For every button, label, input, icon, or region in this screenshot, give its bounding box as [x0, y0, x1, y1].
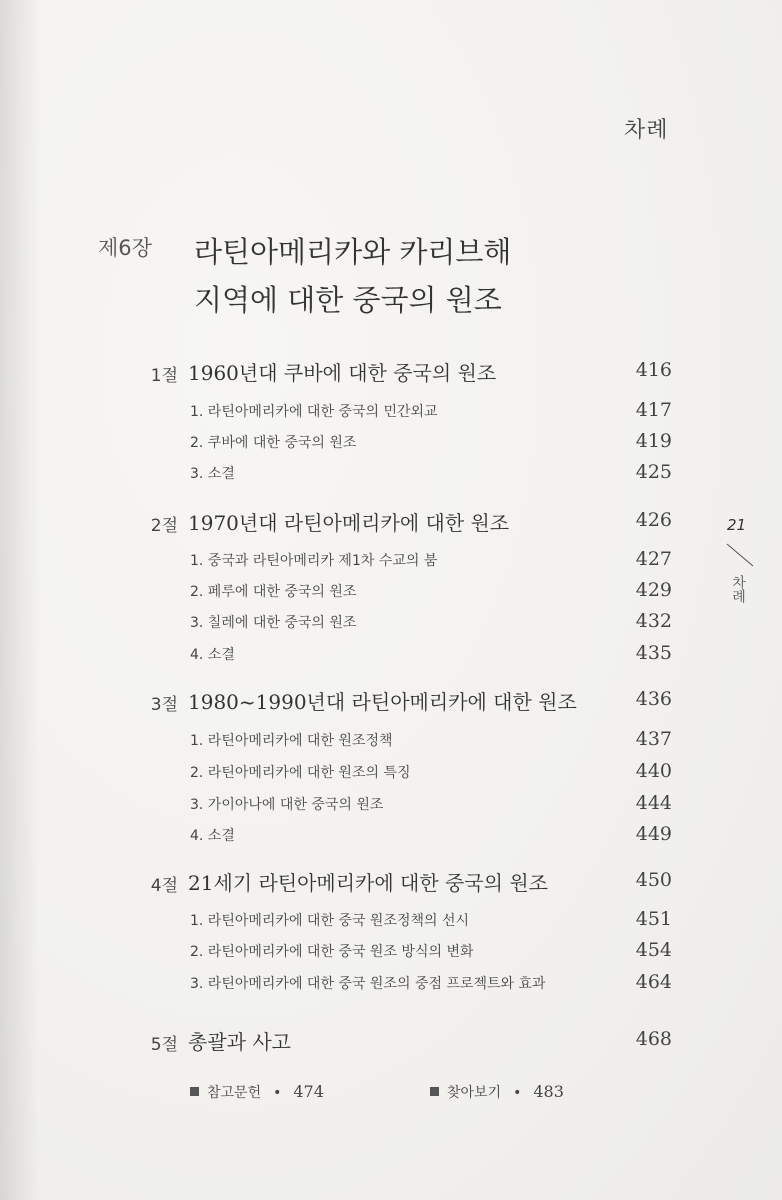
chapter-title-line-2: 지역에 대한 중국의 원조	[194, 283, 502, 317]
subsection-page: 427	[635, 548, 672, 570]
section-label: 2절	[150, 516, 178, 536]
subsection-row[interactable]	[0, 397, 782, 427]
subsection-row[interactable]	[0, 546, 782, 576]
subsection-row[interactable]	[0, 428, 782, 458]
subsection-row[interactable]	[0, 640, 782, 670]
section-label: 5절	[150, 1035, 178, 1055]
subsection-title: 3. 칠레에 대한 중국의 원조	[190, 615, 357, 631]
subsection-title: 3. 라틴아메리카에 대한 중국 원조의 중점 프로젝트와 효과	[190, 976, 546, 992]
subsection-row[interactable]	[0, 726, 782, 756]
subsection-page: 417	[635, 399, 672, 421]
subsection-row[interactable]	[0, 608, 782, 638]
side-running-label: 차례	[730, 575, 746, 603]
subsection-title: 3. 소결	[190, 466, 235, 482]
section-page: 468	[635, 1028, 672, 1050]
subsection-page: 429	[635, 579, 672, 601]
footer-page: 474	[293, 1082, 324, 1101]
subsection-page: 464	[635, 971, 672, 993]
subsection-row[interactable]	[0, 459, 782, 489]
section-row[interactable]	[0, 867, 782, 897]
section-title: 21세기 라틴아메리카에 대한 중국의 원조	[188, 871, 548, 895]
section-page: 426	[635, 509, 672, 531]
section-label: 4절	[150, 876, 178, 896]
subsection-page: 425	[635, 461, 672, 483]
section-page: 450	[635, 869, 672, 891]
footer-page: 483	[533, 1082, 564, 1101]
footer-label: 참고문헌	[207, 1085, 262, 1101]
square-bullet-icon	[190, 1087, 199, 1096]
subsection-page: 451	[635, 908, 672, 930]
chapter-title-line-1: 라틴아메리카와 카리브해	[194, 235, 512, 269]
section-title: 1960년대 쿠바에 대한 중국의 원조	[188, 361, 497, 385]
subsection-page: 440	[635, 760, 672, 782]
subsection-title: 2. 라틴아메리카에 대한 중국 원조 방식의 변화	[190, 944, 474, 960]
subsection-page: 419	[635, 430, 672, 452]
footer-label: 찾아보기	[447, 1085, 502, 1101]
section-row[interactable]	[0, 507, 782, 537]
subsection-title: 1. 라틴아메리카에 대한 원조정책	[190, 733, 393, 749]
section-row[interactable]	[0, 1026, 782, 1056]
running-header: 차례	[624, 118, 669, 143]
subsection-page: 432	[635, 610, 672, 632]
dot-separator-icon: •	[513, 1085, 522, 1101]
section-title: 1980~1990년대 라틴아메리카에 대한 원조	[188, 690, 577, 714]
chapter-number: 제6장	[98, 236, 152, 260]
subsection-title: 4. 소결	[190, 828, 235, 844]
section-label: 1절	[150, 366, 178, 386]
subsection-page: 435	[635, 642, 672, 664]
subsection-row[interactable]	[0, 906, 782, 936]
section-label: 3절	[150, 695, 178, 715]
subsection-title: 3. 가이아나에 대한 중국의 원조	[190, 797, 384, 813]
subsection-page: 444	[635, 792, 672, 814]
subsection-row[interactable]	[0, 821, 782, 851]
footer-references[interactable]	[190, 1082, 324, 1102]
subsection-row[interactable]	[0, 969, 782, 999]
subsection-row[interactable]	[0, 937, 782, 967]
section-title: 1970년대 라틴아메리카에 대한 원조	[188, 511, 510, 535]
square-bullet-icon	[430, 1087, 439, 1096]
side-page-number: 21	[727, 516, 747, 534]
subsection-page: 437	[635, 728, 672, 750]
subsection-row[interactable]	[0, 790, 782, 820]
footer-index[interactable]	[430, 1082, 564, 1102]
subsection-title: 2. 쿠바에 대한 중국의 원조	[190, 435, 357, 451]
subsection-title: 4. 소결	[190, 647, 235, 663]
subsection-row[interactable]	[0, 577, 782, 607]
section-page: 436	[635, 688, 672, 710]
dot-separator-icon: •	[273, 1085, 282, 1101]
subsection-title: 2. 페루에 대한 중국의 원조	[190, 584, 357, 600]
chapter-title	[194, 228, 614, 324]
section-row[interactable]	[0, 357, 782, 387]
subsection-title: 1. 라틴아메리카에 대한 중국 원조정책의 선시	[190, 913, 470, 929]
subsection-page: 449	[635, 823, 672, 845]
section-title: 총괄과 사고	[188, 1030, 291, 1054]
subsection-title: 1. 중국과 라틴아메리카 제1차 수교의 붐	[190, 553, 438, 569]
subsection-page: 454	[635, 939, 672, 961]
section-page: 416	[635, 359, 672, 381]
subsection-row[interactable]	[0, 758, 782, 788]
section-row[interactable]	[0, 686, 782, 716]
subsection-title: 1. 라틴아메리카에 대한 중국의 민간외교	[190, 404, 438, 420]
subsection-title: 2. 라틴아메리카에 대한 원조의 특징	[190, 765, 411, 781]
slash-divider-icon	[723, 540, 757, 570]
